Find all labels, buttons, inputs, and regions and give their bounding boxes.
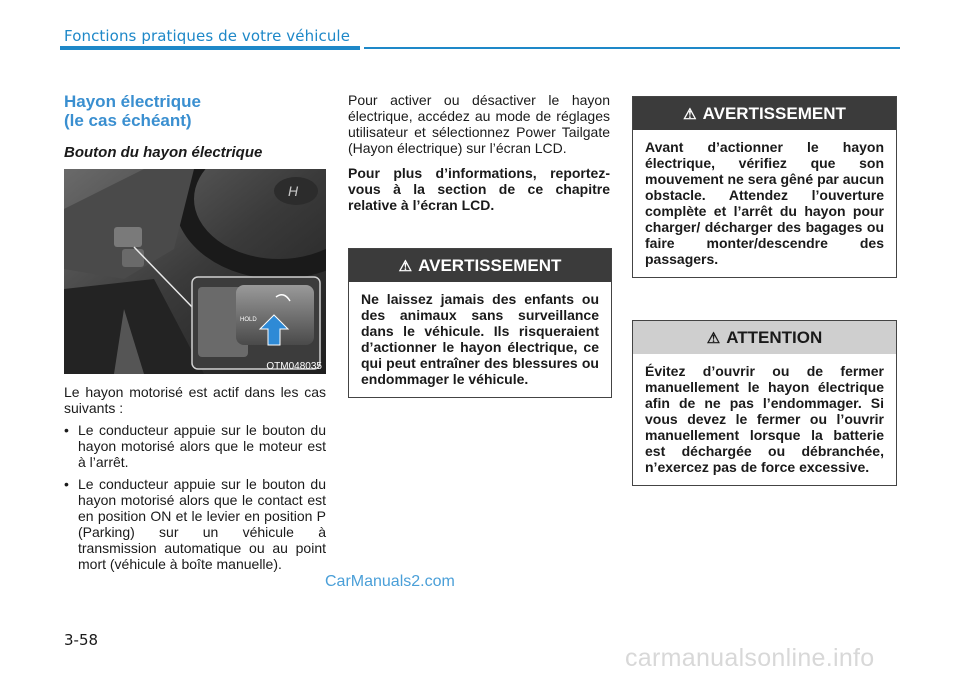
warning-box-obstacle xyxy=(632,96,897,278)
warning-heading: AVERTISSEMENT xyxy=(702,104,846,123)
warning-text: Avant d’actionner le hayon électrique, vérifiez que son mouvement ne sera gêné par aucun obstacle. Attendez l’ouverture complète et l’arrêt du hayon pour charger/ décharger des bagages ou faire monter/descendre des passagers. xyxy=(645,139,884,267)
intro-paragraph: Le hayon motorisé est actif dans les cas suivants : xyxy=(64,384,326,416)
bullet-icon: • xyxy=(64,422,69,438)
warning-text: Ne laissez jamais des enfants ou des animaux sans surveillance dans le véhicule. Ils risqueraient d’actionner le hayon électrique, ce qui peut entraîner des blessures ou endommager le véhicule. xyxy=(361,291,599,387)
bullet-icon: • xyxy=(64,476,69,492)
column-left xyxy=(64,92,326,578)
header-rule-thin xyxy=(364,47,900,49)
activation-paragraph: Pour activer ou désactiver le hayon électrique, accédez au mode de réglages utilisateur et sélectionnez Power Tailgate (Hayon électrique) sur l’écran LCD. xyxy=(348,92,610,156)
column-middle xyxy=(348,92,610,213)
tailgate-button-photo xyxy=(64,169,326,374)
section-title-line2: (le cas échéant) xyxy=(64,111,192,130)
warning-header xyxy=(633,97,896,130)
site-watermark: carmanualsonline.info xyxy=(625,644,875,672)
subsection-title: Bouton du hayon électrique xyxy=(64,144,263,161)
image-code: OTM048035 xyxy=(266,361,322,372)
warning-triangle-icon: ⚠ xyxy=(683,106,697,123)
attention-heading: ATTENTION xyxy=(726,328,823,347)
reference-paragraph: Pour plus d’informations, reportez-vous à la section de ce chapitre relative à l’écran LCD. xyxy=(348,165,610,213)
caution-triangle-icon: ⚠ xyxy=(706,330,721,347)
section-title-line1: Hayon électrique xyxy=(64,92,201,111)
list-item-text: Le conducteur appuie sur le bouton du hayon motorisé alors que le moteur est à l’arrêt. xyxy=(78,422,326,470)
hold-label: HOLD xyxy=(240,317,257,323)
page-number: 3-58 xyxy=(64,631,99,649)
watermark-link[interactable]: CarManuals2.com xyxy=(325,573,455,590)
warning-triangle-icon: ⚠ xyxy=(398,258,413,275)
warning-box-children xyxy=(348,248,612,398)
dashboard-illustration xyxy=(64,169,326,374)
section-header-title: Fonctions pratiques de votre véhicule xyxy=(64,27,351,45)
section-title xyxy=(64,92,326,130)
warning-heading: AVERTISSEMENT xyxy=(418,256,562,275)
condition-list xyxy=(64,422,326,572)
list-item xyxy=(64,476,326,572)
warning-header xyxy=(349,249,611,282)
attention-text: Évitez d’ouvrir ou de fermer manuellement le hayon électrique afin de ne pas l’endommager. Si vous devez le fermer ou l’ouvrir manuellement lorsque la batterie est déchargée ou débranchée, n’exercez pas de force excessive. xyxy=(645,363,884,475)
list-item xyxy=(64,422,326,470)
header-rule-thick xyxy=(60,46,360,50)
list-item-text: Le conducteur appuie sur le bouton du hayon motorisé alors que le contact est en position ON et le levier en position P (Parking) sur un véhicule à transmission automatique ou au point mort (véhicule à boîte manuelle). xyxy=(78,476,326,572)
attention-header xyxy=(633,321,896,354)
attention-box xyxy=(632,320,897,486)
svg-text:H: H xyxy=(288,183,299,199)
